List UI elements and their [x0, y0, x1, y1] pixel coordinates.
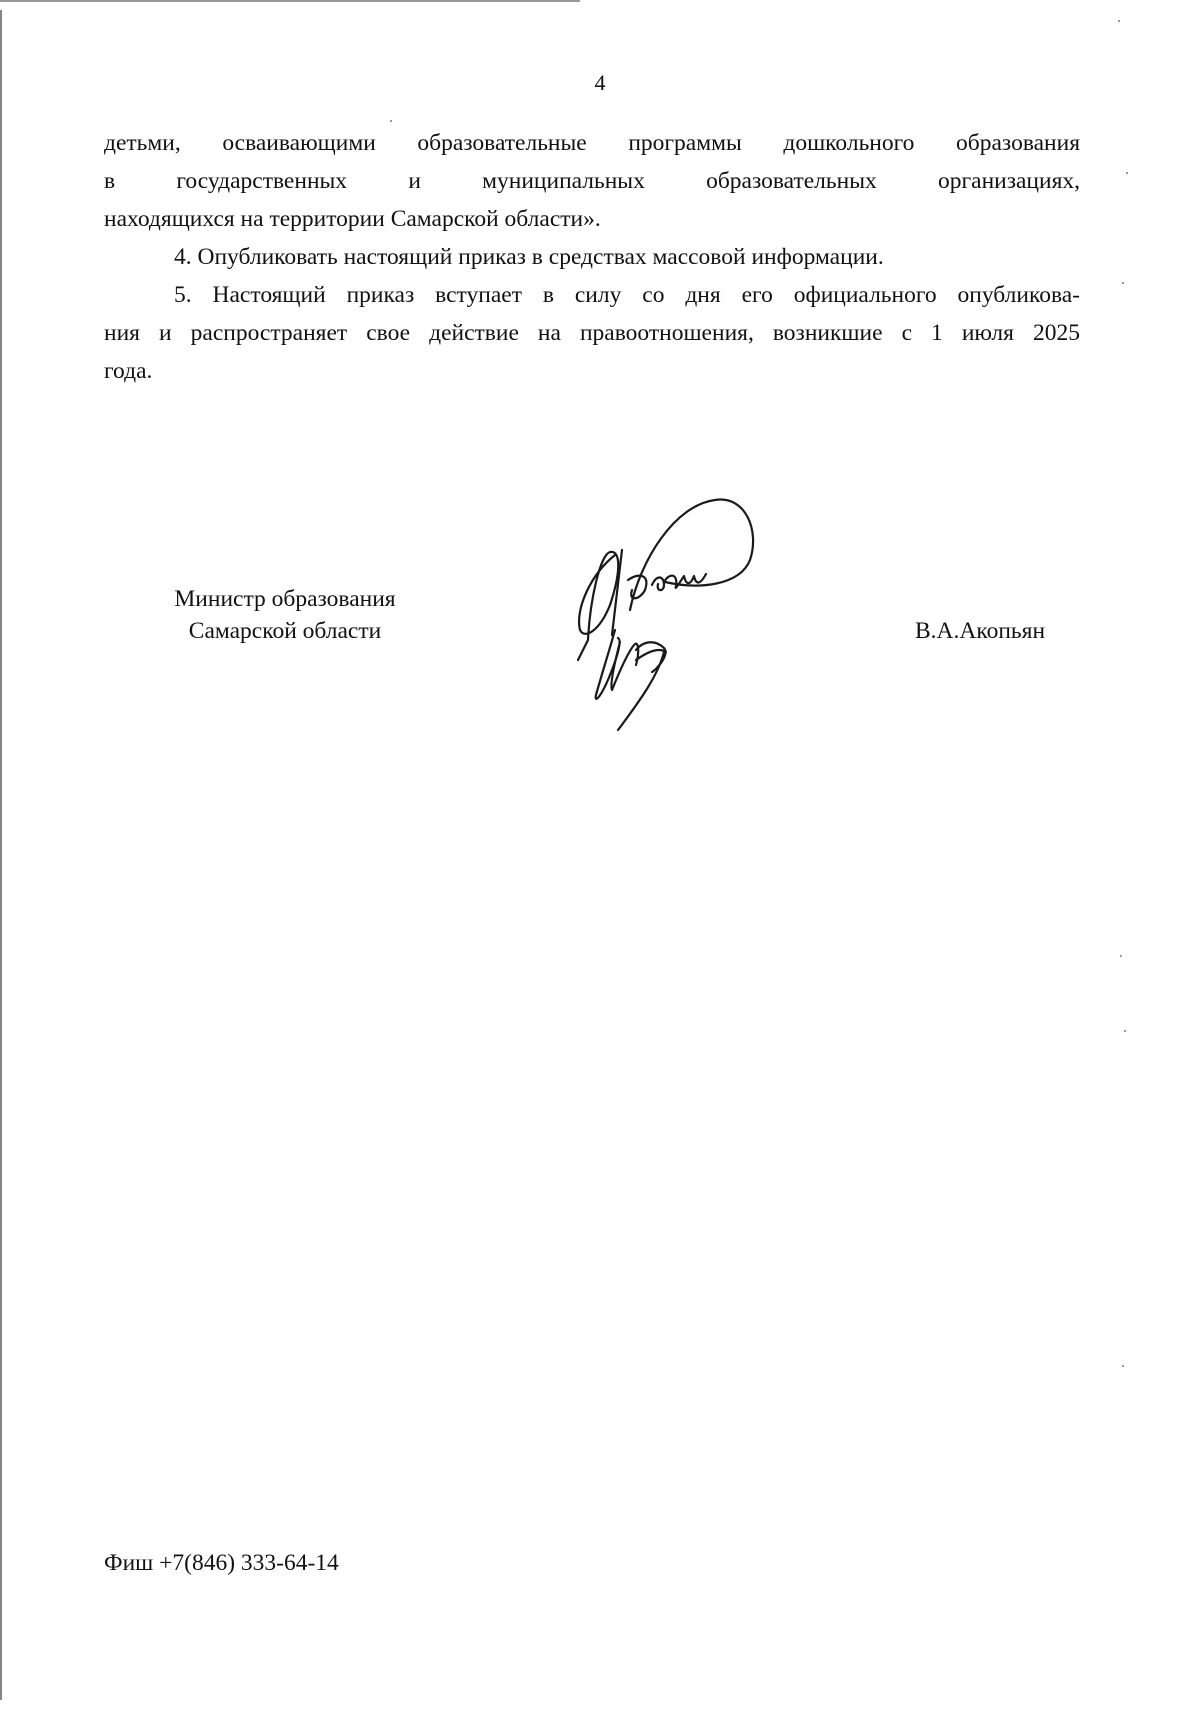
signatory-name: В.А.Акопьян	[915, 618, 1046, 644]
text-line: ния и распространяет свое действие на правоотношения, возникшие с 1 июля 2025	[104, 320, 1080, 346]
text-line: года.	[104, 358, 153, 384]
executor-contact: Фиш +7(846) 333-64-14	[104, 1550, 339, 1576]
paragraph-continuation	[104, 124, 1080, 238]
scan-speck	[1126, 172, 1128, 174]
paragraph-item-4: 4. Опубликовать настоящий приказ в средствах массовой информации.	[174, 244, 884, 270]
word: в	[104, 168, 116, 194]
handwritten-signature	[560, 490, 800, 750]
word: организациях,	[938, 168, 1081, 194]
position-line: Министр образования	[174, 586, 396, 612]
text-line: 5. Настоящий приказ вступает в силу со дня его официального опубликова-	[174, 282, 1080, 308]
text-line: детьми, осваивающими образовательные программы дошкольного образования	[104, 130, 1080, 156]
scan-artifact-left-edge	[0, 10, 2, 1700]
page-number: 4	[594, 70, 606, 95]
document-body	[104, 124, 1080, 390]
paragraph-item-5	[104, 276, 1080, 390]
scan-speck	[1118, 20, 1120, 22]
word: и	[408, 168, 421, 194]
scan-speck	[1122, 282, 1124, 284]
text-line: находящихся на территории Самарской области».	[104, 206, 601, 232]
signatory-position	[140, 583, 430, 647]
position-line: Самарской области	[188, 618, 382, 644]
text-line	[104, 162, 1080, 200]
scan-artifact-top-line	[0, 0, 580, 2]
word: государственных	[176, 168, 348, 194]
scan-speck	[1124, 1030, 1126, 1032]
word: муниципальных	[482, 168, 645, 194]
word: образовательных	[706, 168, 877, 194]
signature-strokes	[560, 490, 800, 750]
scan-speck	[390, 120, 392, 122]
scan-speck	[1120, 955, 1122, 957]
scan-speck	[1122, 1365, 1124, 1367]
